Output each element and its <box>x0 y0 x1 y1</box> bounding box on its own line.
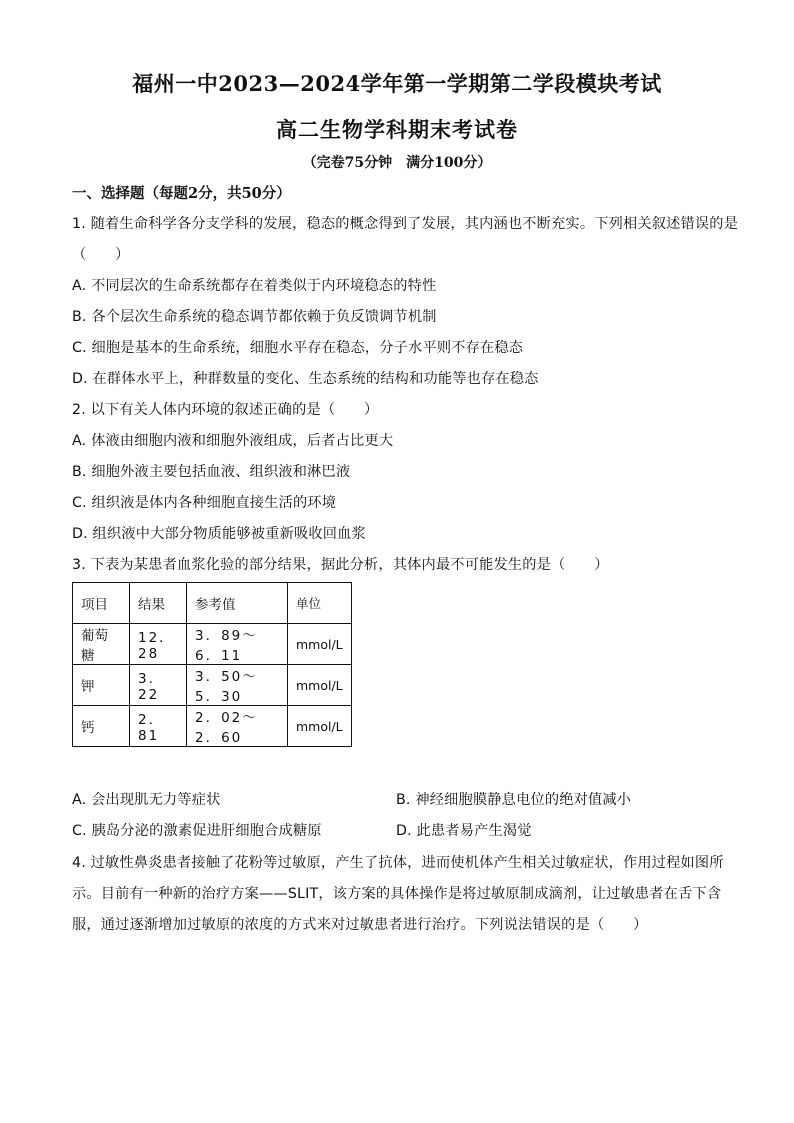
q2-option-b: B. 细胞外液主要包括血液、组织液和淋巴液 <box>72 464 351 480</box>
q1-option-c: C. 细胞是基本的生命系统，细胞水平存在稳态，分子水平则不存在稳态 <box>72 340 524 356</box>
table-cell: 2．81 <box>130 706 187 747</box>
q3-option-b: B. 神经细胞膜静息电位的绝对值减小 <box>396 792 632 808</box>
exam-time-score: （完卷75分钟 满分100分） <box>302 155 492 171</box>
q1-option-a: A. 不同层次的生命系统都存在着类似于内环境稳态的特性 <box>72 278 437 294</box>
table-cell: 钙 <box>73 706 130 747</box>
q3-option-c: C. 胰岛分泌的激素促进肝细胞合成糖原 <box>72 823 322 839</box>
table-cell: 3．89～6．11 <box>187 624 288 665</box>
q1-stem-line2: （ ） <box>72 247 130 263</box>
table-cell: 2．02～2．60 <box>187 706 288 747</box>
exam-subject-title: 高二生物学科期末考试卷 <box>276 117 518 142</box>
table-header-row <box>73 583 352 624</box>
table-cell: 12．28 <box>130 624 187 665</box>
table-cell: 钾 <box>73 665 130 706</box>
exam-title: 福州一中2023—2024学年第一学期第二学段模块考试 <box>132 71 662 96</box>
q2-option-a: A. 体液由细胞内液和细胞外液组成，后者占比更大 <box>72 433 394 449</box>
table-cell: mmol/L <box>288 706 352 747</box>
q1-option-b: B. 各个层次生命系统的稳态调节都依赖于负反馈调节机制 <box>72 309 437 325</box>
table-header-cell: 项目 <box>73 583 130 624</box>
q1-stem-line1: 1. 随着生命科学各分支学科的发展，稳态的概念得到了发展，其内涵也不断充实。下列相关叙述错误的是 <box>72 216 739 232</box>
table-cell: 葡萄糖 <box>73 624 130 665</box>
q2-option-d: D. 组织液中大部分物质能够被重新吸收回血浆 <box>72 526 366 542</box>
q4-stem-line1: 4. 过敏性鼻炎患者接触了花粉等过敏原，产生了抗体，进而使机体产生相关过敏症状，作用过程如图所 <box>72 855 724 871</box>
q1-option-d: D. 在群体水平上，种群数量的变化、生态系统的结构和功能等也存在稳态 <box>72 371 539 387</box>
table-header-cell: 参考值 <box>187 583 288 624</box>
table-row <box>73 624 352 665</box>
table-header-cell: 单位 <box>288 583 352 624</box>
q3-lab-results-table <box>72 582 352 747</box>
q3-option-a: A. 会出现肌无力等症状 <box>72 792 221 808</box>
q3-stem: 3. 下表为某患者血浆化验的部分结果，据此分析，其体内最不可能发生的是（ ） <box>72 557 609 573</box>
table-header-cell: 结果 <box>130 583 187 624</box>
table-cell: 3．22 <box>130 665 187 706</box>
q4-stem-line2: 示。目前有一种新的治疗方案——SLIT，该方案的具体操作是将过敏原制成滴剂，让过敏患者在舌下含 <box>72 886 722 902</box>
q2-stem: 2. 以下有关人体内环境的叙述正确的是（ ） <box>72 402 379 418</box>
table-cell: 3．50～5．30 <box>187 665 288 706</box>
section-heading: 一、选择题（每题2分，共50分） <box>72 185 291 202</box>
q3-option-d: D. 此患者易产生渴觉 <box>396 823 532 839</box>
table-cell: mmol/L <box>288 624 352 665</box>
table-cell: mmol/L <box>288 665 352 706</box>
table-row <box>73 665 352 706</box>
q2-option-c: C. 组织液是体内各种细胞直接生活的环境 <box>72 495 337 511</box>
table-row <box>73 706 352 747</box>
q4-stem-line3: 服，通过逐渐增加过敏原的浓度的方式来对过敏患者进行治疗。下列说法错误的是（ ） <box>72 917 648 933</box>
